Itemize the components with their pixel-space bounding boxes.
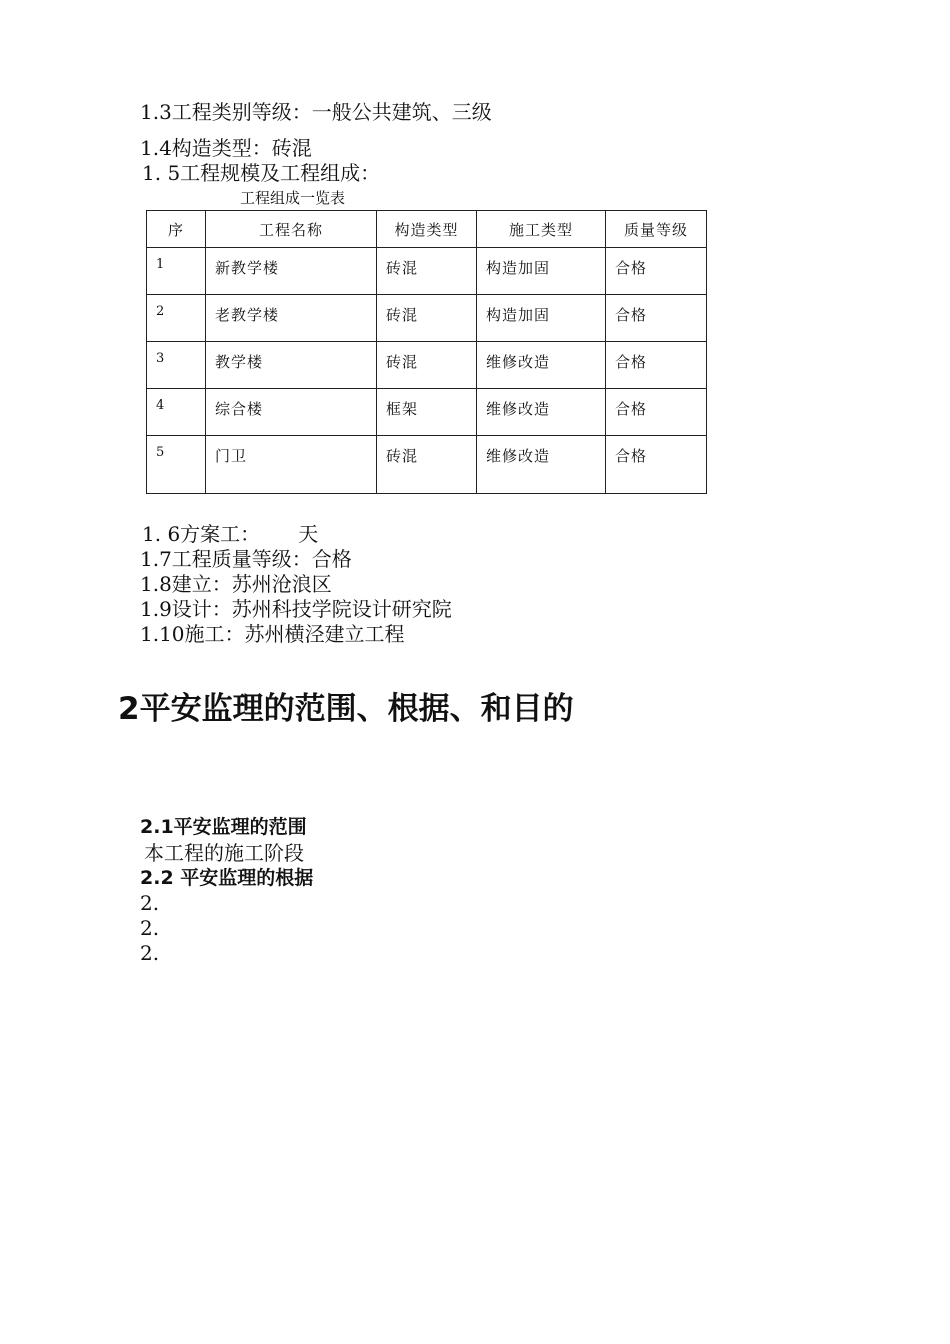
cell-quality-grade: 合格: [606, 342, 707, 389]
section-2-heading: 2平安监理的范围、根据、和目的: [118, 691, 574, 727]
cell-project-name: 老教学楼: [206, 295, 377, 342]
list-item: 2.: [140, 941, 160, 965]
cell-structure-type: 砖混: [377, 295, 477, 342]
cell-quality-grade: 合格: [606, 389, 707, 436]
list-item: 2.: [140, 891, 160, 915]
header-construction-type: 施工类型: [477, 211, 606, 248]
item-1-3: 1.3工程类别等级：一般公共建筑、三级: [140, 100, 492, 124]
table-row: [147, 295, 707, 342]
table-row: [147, 342, 707, 389]
header-seq: 序: [147, 211, 206, 248]
cell-construction-type: 维修改造: [477, 436, 606, 494]
table-header-row: [147, 211, 707, 248]
cell-structure-type: 砖混: [377, 436, 477, 494]
item-1-8: 1.8建立：苏州沧浪区: [140, 572, 332, 596]
cell-seq: 1: [147, 248, 206, 295]
cell-seq: 3: [147, 342, 206, 389]
cell-quality-grade: 合格: [606, 436, 707, 494]
cell-structure-type: 砖混: [377, 342, 477, 389]
cell-quality-grade: 合格: [606, 248, 707, 295]
cell-structure-type: 砖混: [377, 248, 477, 295]
cell-construction-type: 构造加固: [477, 295, 606, 342]
cell-construction-type: 维修改造: [477, 389, 606, 436]
project-composition-table: [146, 210, 707, 494]
cell-project-name: 新教学楼: [206, 248, 377, 295]
list-item: 2.: [140, 916, 160, 940]
table-caption: 工程组成一览表: [240, 189, 346, 207]
item-1-7: 1.7工程质量等级：合格: [140, 547, 352, 571]
header-structure-type: 构造类型: [377, 211, 477, 248]
header-quality-grade: 质量等级: [606, 211, 707, 248]
cell-seq: 2: [147, 295, 206, 342]
item-1-10: 1.10施工：苏州横泾建立工程: [140, 622, 405, 646]
cell-structure-type: 框架: [377, 389, 477, 436]
item-1-5: 1. 5工程规模及工程组成：: [142, 161, 381, 185]
cell-seq: 5: [147, 436, 206, 494]
table-row: [147, 436, 707, 494]
cell-quality-grade: 合格: [606, 295, 707, 342]
table-row: [147, 389, 707, 436]
item-1-6: 1. 6方案工： 天: [142, 522, 319, 546]
cell-project-name: 门卫: [206, 436, 377, 494]
subsection-2-2-heading: 2.2 平安监理的根据: [140, 867, 314, 889]
cell-construction-type: 构造加固: [477, 248, 606, 295]
cell-project-name: 综合楼: [206, 389, 377, 436]
cell-project-name: 教学楼: [206, 342, 377, 389]
item-1-9: 1.9设计：苏州科技学院设计研究院: [140, 597, 452, 621]
subsection-2-1-text: 本工程的施工阶段: [144, 841, 304, 865]
header-project-name: 工程名称: [206, 211, 377, 248]
subsection-2-1-heading: 2.1平安监理的范围: [140, 816, 307, 838]
item-1-4: 1.4构造类型：砖混: [140, 136, 312, 160]
table-row: [147, 248, 707, 295]
cell-construction-type: 维修改造: [477, 342, 606, 389]
cell-seq: 4: [147, 389, 206, 436]
